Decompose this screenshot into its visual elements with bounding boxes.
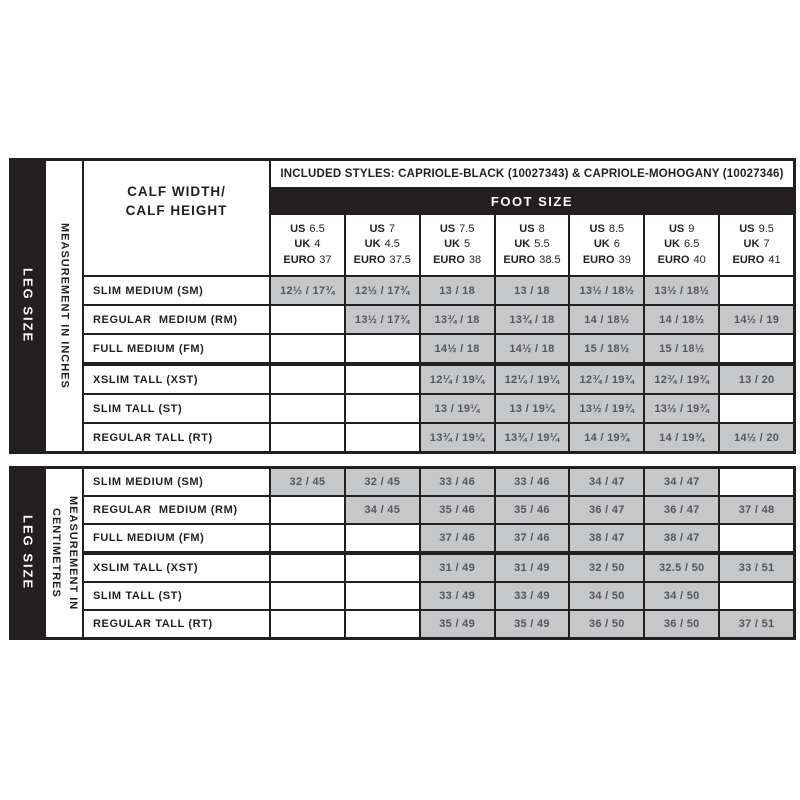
empty-cell [346, 611, 419, 637]
value-cell: 12¼ / 19¼ [421, 366, 494, 393]
value-cell: 33 / 49 [496, 583, 569, 609]
us-size: US 8 [519, 222, 545, 235]
us-size: US 8.5 [589, 222, 625, 235]
us-size: US 9 [668, 222, 695, 235]
value-cell: 13½ / 18½ [645, 277, 718, 304]
value-cell: 36 / 50 [570, 611, 643, 637]
empty-cell [346, 555, 419, 581]
value-cell: 12½ / 17¾ [271, 277, 344, 304]
us-size: US 6.5 [290, 222, 325, 235]
size-chart [9, 158, 796, 640]
value-cell: 37 / 51 [720, 611, 793, 637]
value-cell: 13¾ / 18 [421, 306, 494, 333]
us-size: US 7 [369, 222, 395, 235]
empty-cell [271, 424, 344, 451]
included-styles-header: INCLUDED STYLES: CAPRIOLE-BLACK (10027343) & CAPRIOLE-MOHOGANY (10027346) [271, 161, 793, 187]
value-cell: 13 / 19¼ [496, 395, 569, 422]
uk-size: UK 7 [743, 238, 770, 251]
row-label: SLIM TALL (ST) [84, 583, 269, 609]
value-cell: 14 / 18½ [570, 306, 643, 333]
value-cell: 14 / 19¾ [570, 424, 643, 451]
empty-cell [271, 525, 344, 551]
empty-cell [271, 611, 344, 637]
value-cell: 34 / 50 [570, 583, 643, 609]
value-cell: 33 / 46 [496, 469, 569, 495]
leg-size-label-inches [12, 161, 44, 451]
row-label: REGULAR MEDIUM (RM) [84, 306, 269, 333]
row-label: REGULAR MEDIUM (RM) [84, 497, 269, 523]
value-cell: 13 / 20 [720, 366, 793, 393]
value-cell: 31 / 49 [496, 555, 569, 581]
centimetres-table [9, 466, 796, 640]
value-cell: 14½ / 19 [720, 306, 793, 333]
leg-size-text: LEG SIZE [20, 268, 36, 344]
measurement-text [56, 223, 73, 389]
euro-size: EURO 38 [433, 253, 482, 266]
empty-cell [346, 583, 419, 609]
calf-header-line1: CALF WIDTH/ [127, 184, 226, 199]
uk-size: UK 6 [593, 238, 620, 251]
value-cell: 33 / 46 [421, 469, 494, 495]
us-size: US 9.5 [739, 222, 774, 235]
leg-size-label-cm [12, 469, 44, 637]
row-label: REGULAR TALL (RT) [84, 424, 269, 451]
value-cell: 34 / 45 [346, 497, 419, 523]
uk-size: UK 4 [294, 238, 321, 251]
row-label: SLIM MEDIUM (SM) [84, 469, 269, 495]
value-cell: 13½ / 19¾ [645, 395, 718, 422]
value-cell: 36 / 47 [570, 497, 643, 523]
euro-size: EURO 37.5 [353, 253, 411, 266]
value-cell: 37 / 48 [720, 497, 793, 523]
euro-size: EURO 41 [732, 253, 781, 266]
value-cell: 35 / 49 [496, 611, 569, 637]
empty-cell [271, 366, 344, 393]
value-cell: 15 / 18½ [570, 335, 643, 362]
value-cell: 32 / 50 [570, 555, 643, 581]
foot-size-column-header [346, 215, 419, 275]
value-cell: 13¾ / 18 [496, 306, 569, 333]
measurement-label-line: MEASUREMENT IN INCHES [58, 223, 71, 389]
euro-size: EURO 37 [283, 253, 332, 266]
empty-cell [271, 306, 344, 333]
value-cell: 13½ / 19¾ [570, 395, 643, 422]
value-cell: 37 / 46 [421, 525, 494, 551]
value-cell: 38 / 47 [570, 525, 643, 551]
value-cell: 37 / 46 [496, 525, 569, 551]
row-label: FULL MEDIUM (FM) [84, 335, 269, 362]
measurement-label-line: MEASUREMENT IN [67, 495, 79, 611]
empty-cell [346, 424, 419, 451]
empty-cell [271, 335, 344, 362]
empty-cell [271, 583, 344, 609]
value-cell: 33 / 49 [421, 583, 494, 609]
value-cell: 13½ / 17¾ [346, 306, 419, 333]
foot-size-column-header [421, 215, 494, 275]
value-cell: 13½ / 18½ [570, 277, 643, 304]
value-cell: 12¾ / 19¾ [645, 366, 718, 393]
value-cell: 13¾ / 19¼ [421, 424, 494, 451]
empty-cell [720, 277, 793, 304]
empty-cell [271, 395, 344, 422]
uk-size: UK 4.5 [364, 238, 400, 251]
value-cell: 35 / 49 [421, 611, 494, 637]
empty-cell [720, 395, 793, 422]
foot-size-column-header [720, 215, 793, 275]
foot-size-header: FOOT SIZE [271, 189, 793, 213]
foot-size-column-header [271, 215, 344, 275]
empty-cell [346, 335, 419, 362]
measurement-text [47, 496, 81, 610]
value-cell: 14½ / 18 [496, 335, 569, 362]
value-cell: 34 / 50 [645, 583, 718, 609]
value-cell: 32.5 / 50 [645, 555, 718, 581]
foot-size-column-header [645, 215, 718, 275]
measurement-label-line: CENTIMETRES [50, 508, 62, 598]
empty-cell [720, 335, 793, 362]
value-cell: 12½ / 17¾ [346, 277, 419, 304]
value-cell: 14½ / 18 [421, 335, 494, 362]
row-label: SLIM MEDIUM (SM) [84, 277, 269, 304]
measurement-label-cm [46, 469, 82, 637]
value-cell: 12¼ / 19¼ [496, 366, 569, 393]
value-cell: 14 / 19¾ [645, 424, 718, 451]
uk-size: UK 6.5 [664, 238, 700, 251]
foot-size-column-header [570, 215, 643, 275]
euro-size: EURO 38.5 [503, 253, 561, 266]
uk-size: UK 5 [444, 238, 471, 251]
value-cell: 12¾ / 19¾ [570, 366, 643, 393]
value-cell: 13¾ / 19¼ [496, 424, 569, 451]
empty-cell [720, 469, 793, 495]
value-cell: 13 / 18 [421, 277, 494, 304]
measurement-label-inches [46, 161, 82, 451]
value-cell: 35 / 46 [496, 497, 569, 523]
value-cell: 33 / 51 [720, 555, 793, 581]
value-cell: 34 / 47 [570, 469, 643, 495]
empty-cell [720, 583, 793, 609]
empty-cell [346, 525, 419, 551]
value-cell: 32 / 45 [346, 469, 419, 495]
value-cell: 32 / 45 [271, 469, 344, 495]
row-label: XSLIM TALL (XST) [84, 555, 269, 581]
value-cell: 34 / 47 [645, 469, 718, 495]
foot-size-column-header [496, 215, 569, 275]
euro-size: EURO 39 [582, 253, 631, 266]
value-cell: 13 / 18 [496, 277, 569, 304]
value-cell: 36 / 47 [645, 497, 718, 523]
empty-cell [720, 525, 793, 551]
empty-cell [271, 555, 344, 581]
value-cell: 14½ / 20 [720, 424, 793, 451]
row-label: SLIM TALL (ST) [84, 395, 269, 422]
euro-size: EURO 40 [657, 253, 706, 266]
calf-header-line2: CALF HEIGHT [125, 203, 228, 218]
empty-cell [346, 395, 419, 422]
us-size: US 7.5 [439, 222, 475, 235]
value-cell: 15 / 18½ [645, 335, 718, 362]
value-cell: 35 / 46 [421, 497, 494, 523]
calf-width-height-header [84, 161, 269, 275]
empty-cell [346, 366, 419, 393]
leg-size-text: LEG SIZE [20, 515, 36, 591]
value-cell: 36 / 50 [645, 611, 718, 637]
row-label: FULL MEDIUM (FM) [84, 525, 269, 551]
inches-table [9, 158, 796, 454]
empty-cell [271, 497, 344, 523]
row-label: REGULAR TALL (RT) [84, 611, 269, 637]
row-label: XSLIM TALL (XST) [84, 366, 269, 393]
uk-size: UK 5.5 [514, 238, 550, 251]
value-cell: 38 / 47 [645, 525, 718, 551]
value-cell: 13 / 19¼ [421, 395, 494, 422]
value-cell: 14 / 18½ [645, 306, 718, 333]
value-cell: 31 / 49 [421, 555, 494, 581]
